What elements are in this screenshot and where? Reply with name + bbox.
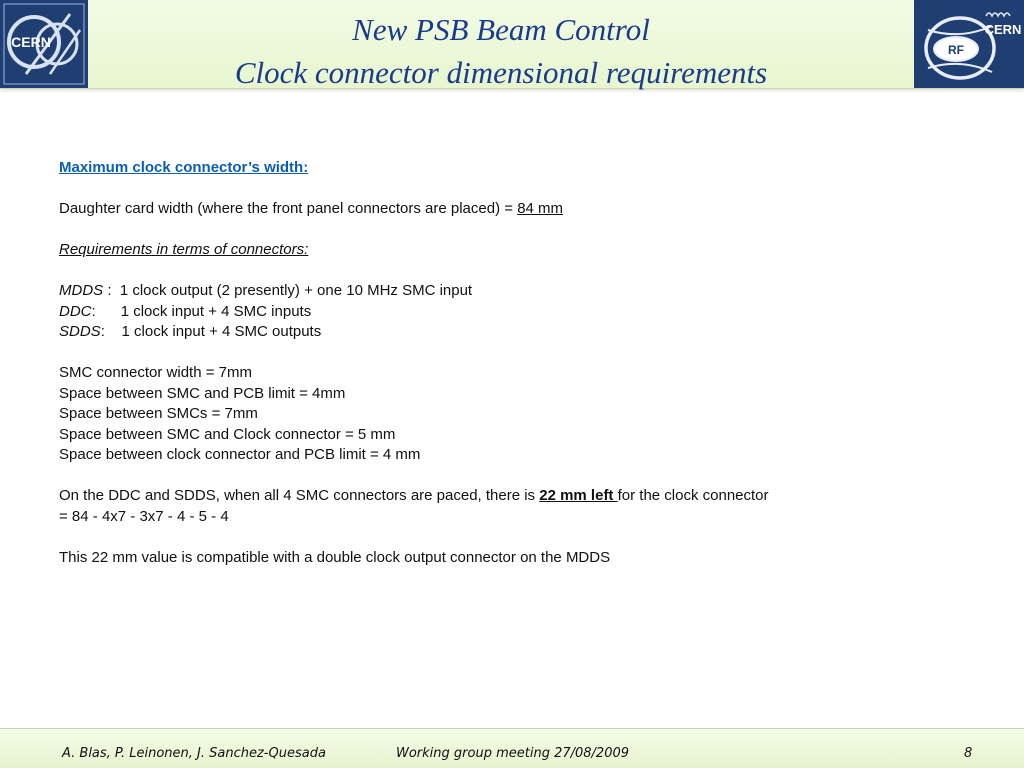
spec-line: Space between SMC and Clock connector = 5 mm xyxy=(59,425,396,443)
title-line-2: Clock connector dimensional requirements xyxy=(234,55,768,90)
spec-line: Space between clock connector and PCB limit = 4 mm xyxy=(59,446,421,463)
connector-row-sdds: SDDS: 1 clock input + 4 SMC outputs xyxy=(59,323,322,340)
daughter-card-value: 84 mm xyxy=(517,200,564,217)
spec-line: Space between SMCs = 7mm xyxy=(59,405,258,422)
result-value: 22 mm left xyxy=(539,487,618,504)
footer-authors: A. Blas, P. Leinonen, J. Sanchez-Quesada xyxy=(62,746,326,761)
slide-body xyxy=(59,158,959,568)
connector-name: DDC xyxy=(59,302,92,320)
connector-name: SDDS xyxy=(59,323,101,340)
cern-rf-logo xyxy=(914,0,1024,88)
connector-desc: 1 clock output (2 presently) + one 10 MHz SMC input xyxy=(119,282,473,299)
spec-line: Space between SMC and PCB limit = 4mm xyxy=(59,384,346,402)
result-line: On the DDC and SDDS, when all 4 SMC connectors are paced, there is 22 mm left for the clock connector xyxy=(59,487,769,504)
conclusion-text: This 22 mm value is compatible with a double clock output connector on the MDDS xyxy=(59,548,611,566)
section-heading: Maximum clock connector’s width: xyxy=(59,159,309,176)
connector-desc: 1 clock input + 4 SMC inputs xyxy=(120,302,312,320)
requirements-heading: Requirements in terms of connectors: xyxy=(59,241,309,258)
cern-logo xyxy=(0,0,88,88)
page-title xyxy=(88,8,914,94)
footer-bar xyxy=(0,728,1024,768)
connector-row-ddc: DDC: 1 clock input + 4 SMC inputs xyxy=(59,302,312,320)
cern-rf-logo-text: CERN xyxy=(984,22,1022,37)
connector-row-mdds: MDDS : 1 clock output (2 presently) + one 10 MHz SMC input xyxy=(59,282,473,299)
cern-logo-text: CERN xyxy=(11,34,51,50)
result-formula: = 84 - 4x7 - 3x7 - 4 - 5 - 4 xyxy=(59,507,229,525)
connector-desc: 1 clock input + 4 SMC outputs xyxy=(121,323,322,340)
rf-badge-text: RF xyxy=(948,43,964,57)
footer-meeting: Working group meeting 27/08/2009 xyxy=(396,746,630,761)
spec-line: SMC connector width = 7mm xyxy=(59,364,252,381)
connector-name: MDDS xyxy=(59,282,104,299)
daughter-card-text: Daughter card width (where the front panel connectors are placed) = xyxy=(59,200,518,217)
title-line-1: New PSB Beam Control xyxy=(352,12,650,47)
page-number: 8 xyxy=(964,746,973,761)
header-bar xyxy=(0,0,1024,89)
